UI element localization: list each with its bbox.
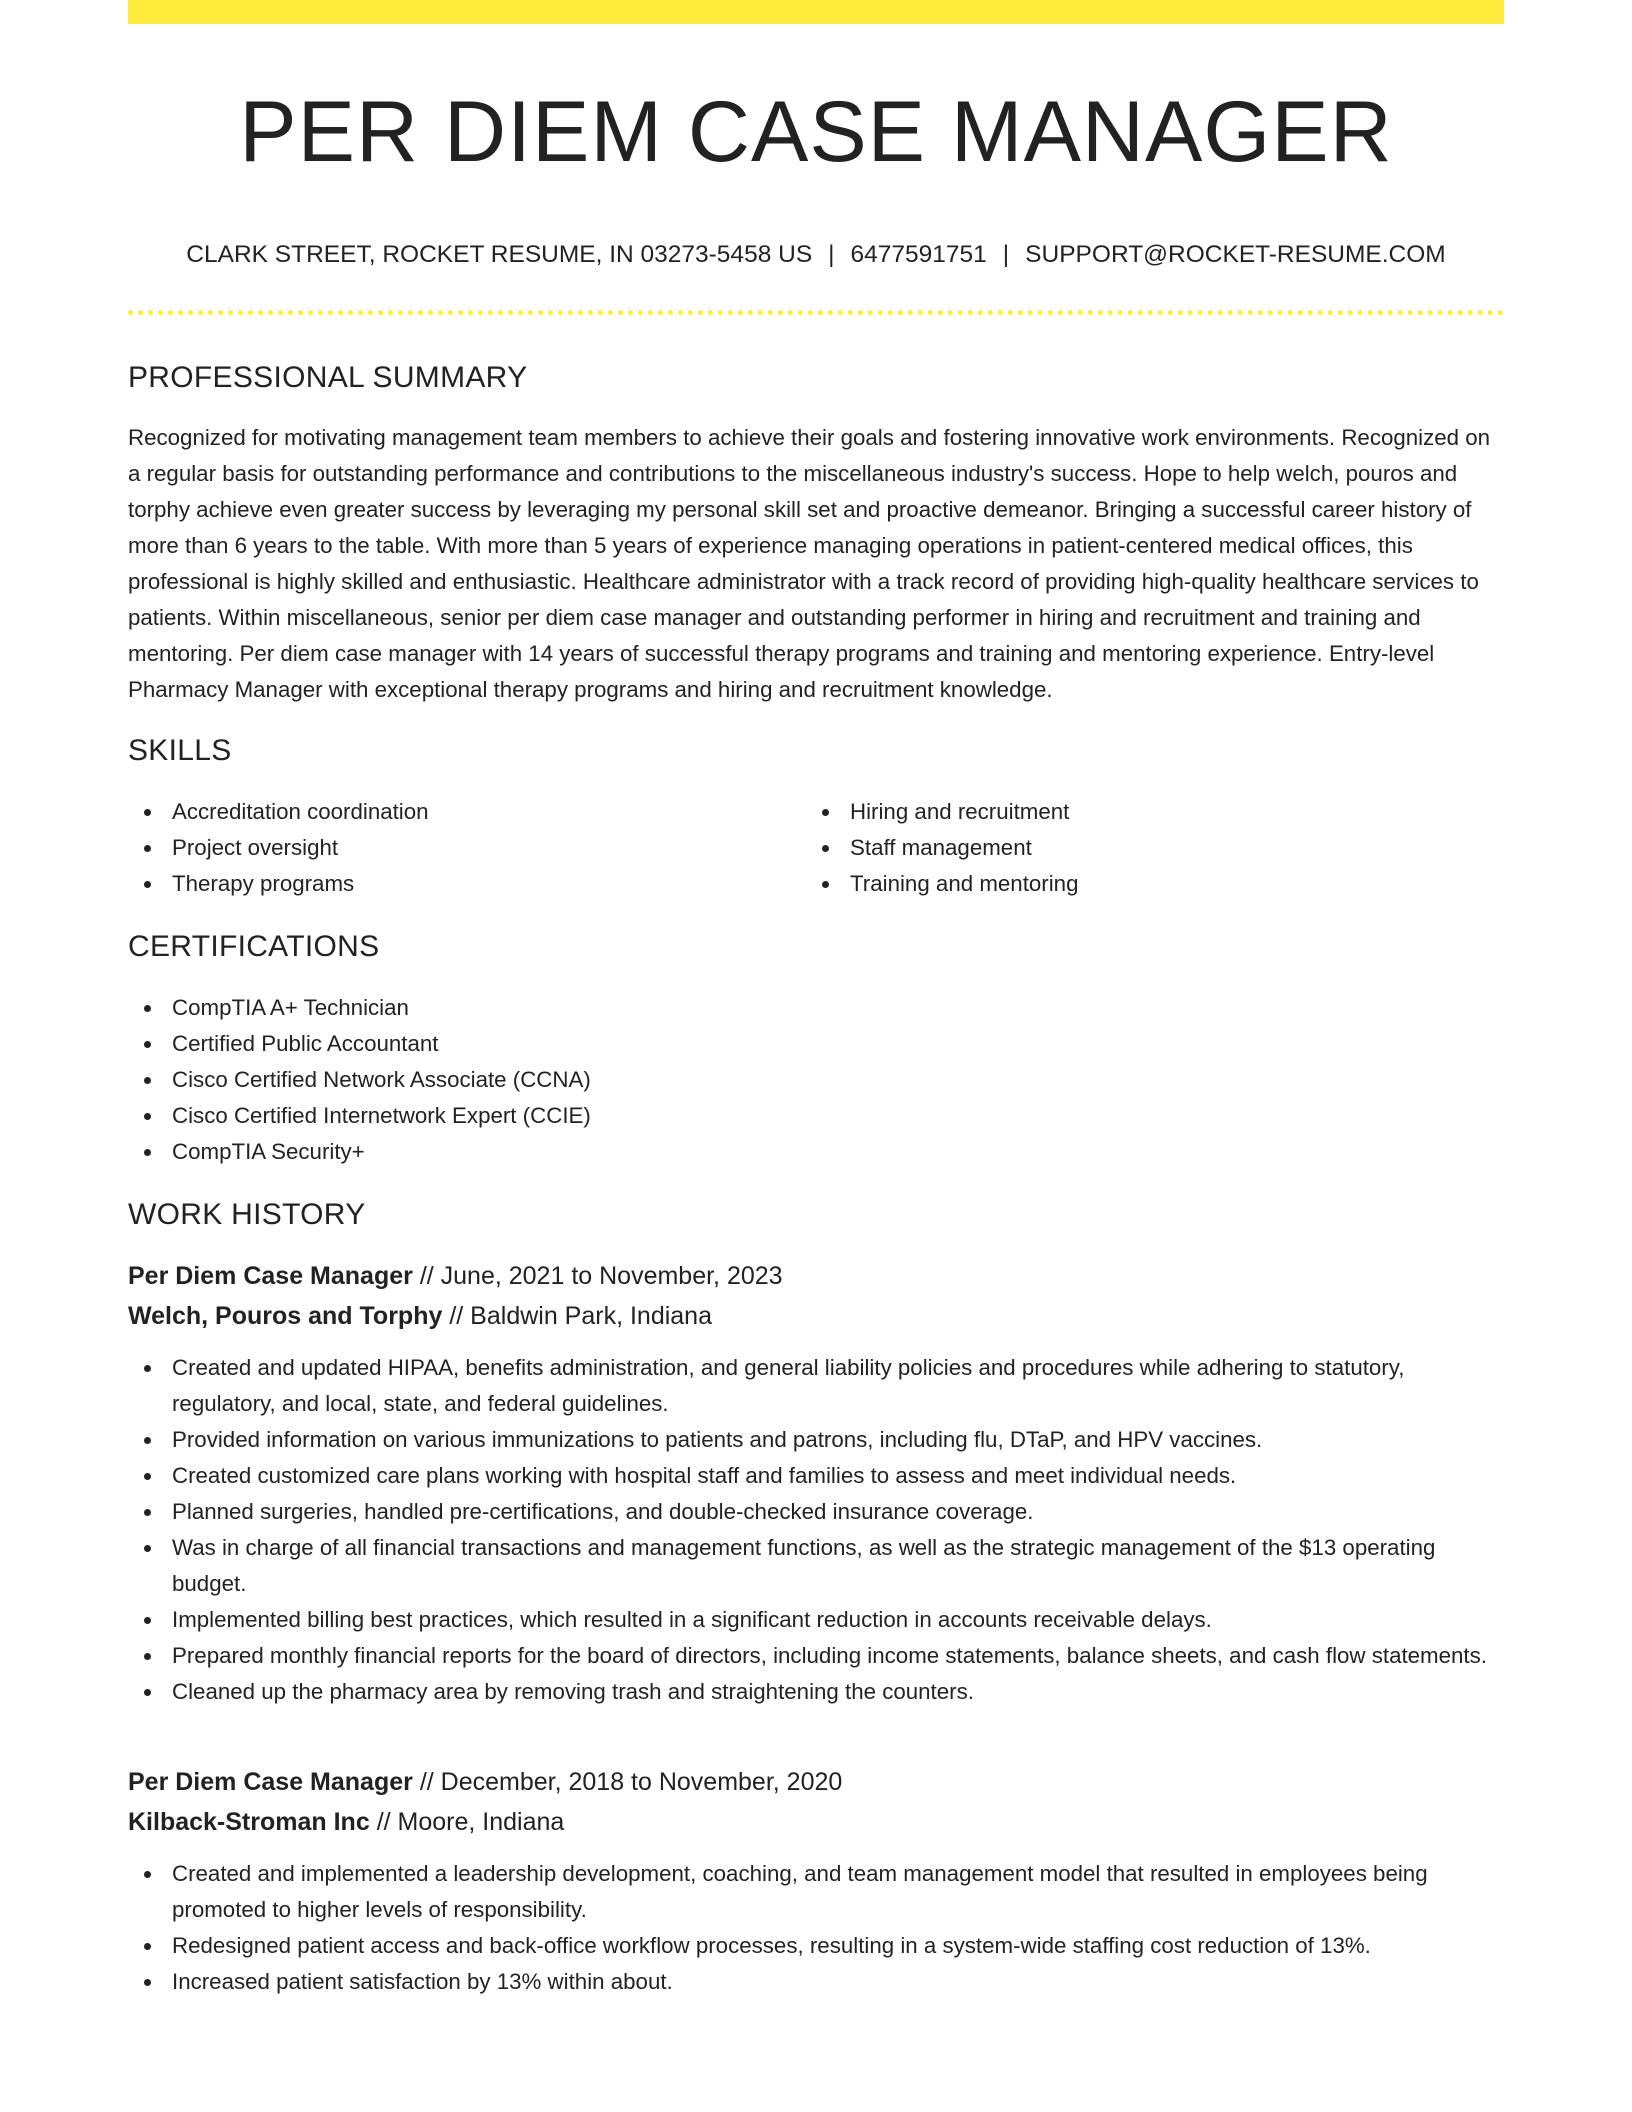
certification-item: Certified Public Accountant	[128, 1026, 1504, 1062]
job-duty: Created and updated HIPAA, benefits administration, and general liability policies and procedures while adhering to statutory, regulatory, and local, state, and federal guidelines.	[128, 1350, 1504, 1422]
job-title-line	[128, 1762, 1504, 1802]
job-company-line	[128, 1802, 1504, 1842]
certification-item: Cisco Certified Internetwork Expert (CCIE)	[128, 1098, 1504, 1134]
dotted-divider	[128, 310, 1504, 315]
job-duty: Increased patient satisfaction by 13% within about.	[128, 1964, 1504, 2000]
job-duty: Created and implemented a leadership development, coaching, and team management model that resulted in employees being promoted to higher levels of responsibility.	[128, 1856, 1504, 1928]
job-duties-list	[128, 1350, 1504, 1710]
job-title-line	[128, 1256, 1504, 1296]
job-duty: Was in charge of all financial transactions and management functions, as well as the strategic management of the $13 operating budget.	[128, 1530, 1504, 1602]
job-title: Per Diem Case Manager	[128, 1262, 413, 1290]
job-company: Kilback-Stroman Inc	[128, 1808, 370, 1836]
certification-item: Cisco Certified Network Associate (CCNA)	[128, 1062, 1504, 1098]
summary-text: Recognized for motivating management team members to achieve their goals and fostering innovative work environments. Recognized on a regular basis for outstanding performance and contributions to the miscellaneous industry's success. Hope to help welch, pouros and torphy achieve even greater success by leveraging my personal skill set and proactive demeanor. Bringing a successful career history of more than 6 years to the table. With more than 5 years of experience managing operations in patient-centered medical offices, this professional is highly skilled and enthusiastic. Healthcare administrator with a track record of providing high-quality healthcare services to patients. Within miscellaneous, senior per diem case manager and outstanding performer in hiring and recruitment and training and mentoring. Per diem case manager with 14 years of successful therapy programs and training and mentoring experience. Entry-level Pharmacy Manager with exceptional therapy programs and hiring and recruitment knowledge.	[128, 425, 1491, 702]
contact-address: CLARK STREET, ROCKET RESUME, IN 03273-5458 US	[186, 241, 813, 268]
skill-item: Accreditation coordination	[128, 794, 806, 830]
skill-item: Hiring and recruitment	[806, 794, 1484, 830]
job-entry	[128, 1762, 1504, 2000]
skill-item: Training and mentoring	[806, 866, 1484, 902]
resume-name: PER DIEM CASE MANAGER	[239, 84, 1393, 180]
certifications-list	[128, 990, 1504, 1170]
certification-item: CompTIA Security+	[128, 1134, 1504, 1170]
skills-right-list	[806, 794, 1484, 902]
job-duty: Created customized care plans working with hospital staff and families to assess and meet individual needs.	[128, 1458, 1504, 1494]
job-location: // Baldwin Park, Indiana	[449, 1302, 712, 1330]
summary-heading: PROFESSIONAL SUMMARY	[128, 361, 528, 394]
skills-grid	[128, 794, 1504, 902]
skill-item: Staff management	[806, 830, 1484, 866]
contact-separator: |	[828, 241, 835, 268]
contact-phone[interactable]: 6477591751	[850, 241, 987, 268]
job-dates: // June, 2021 to November, 2023	[419, 1262, 783, 1290]
job-duty: Provided information on various immunizations to patients and patrons, including flu, DTaP, and HPV vaccines.	[128, 1422, 1504, 1458]
certification-item: CompTIA A+ Technician	[128, 990, 1504, 1026]
job-duty: Planned surgeries, handled pre-certifications, and double-checked insurance coverage.	[128, 1494, 1504, 1530]
job-duty: Implemented billing best practices, which resulted in a significant reduction in accounts receivable delays.	[128, 1602, 1504, 1638]
resume-page	[128, 0, 1504, 2000]
job-company-line	[128, 1296, 1504, 1336]
job-dates: // December, 2018 to November, 2020	[419, 1768, 843, 1796]
work-history-heading: WORK HISTORY	[128, 1198, 366, 1231]
skill-item: Therapy programs	[128, 866, 806, 902]
contact-separator: |	[1002, 241, 1010, 268]
job-duty: Prepared monthly financial reports for the board of directors, including income statements, balance sheets, and cash flow statements.	[128, 1638, 1504, 1674]
job-duties-list	[128, 1856, 1504, 2000]
job-title: Per Diem Case Manager	[128, 1768, 413, 1796]
job-duty: Redesigned patient access and back-office workflow processes, resulting in a system-wide staffing cost reduction of 13%.	[128, 1928, 1504, 1964]
skill-item: Project oversight	[128, 830, 806, 866]
job-duty: Cleaned up the pharmacy area by removing trash and straightening the counters.	[128, 1674, 1504, 1710]
contact-line	[128, 240, 1504, 270]
accent-top-bar	[128, 0, 1504, 24]
job-company: Welch, Pouros and Torphy	[128, 1302, 443, 1330]
certifications-heading: CERTIFICATIONS	[128, 930, 380, 963]
skills-left-list	[128, 794, 806, 902]
job-entry	[128, 1256, 1504, 1710]
contact-email[interactable]: SUPPORT@ROCKET-RESUME.COM	[1025, 241, 1446, 268]
job-location: // Moore, Indiana	[376, 1808, 565, 1836]
job-spacer	[128, 1710, 1504, 1740]
skills-heading: SKILLS	[128, 734, 232, 767]
